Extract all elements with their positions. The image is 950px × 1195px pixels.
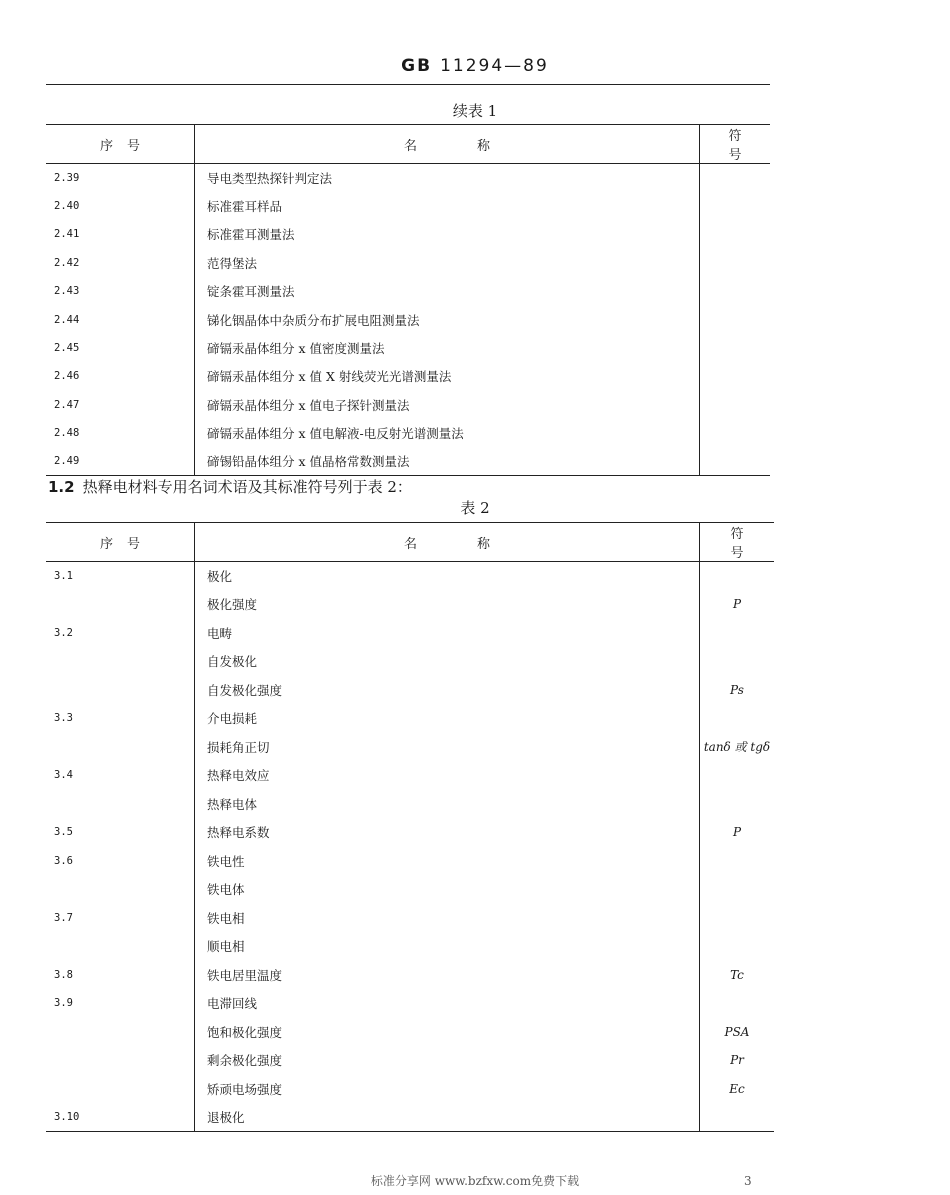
- table-row: [46, 192, 770, 220]
- row-seq: 2.46: [54, 370, 80, 383]
- table-row: [46, 1103, 774, 1132]
- table1-caption: 续表 1: [452, 102, 498, 120]
- row-seq: 2.39: [54, 171, 80, 184]
- row-symbol: [700, 249, 771, 277]
- table-row: [46, 676, 774, 705]
- row-name: 矫顽电场强度: [195, 1075, 700, 1104]
- table-row: [46, 277, 770, 305]
- row-seq: 3.4: [54, 769, 73, 782]
- table-row: [46, 761, 774, 790]
- row-seq: 3.2: [54, 626, 73, 639]
- table-row: [46, 590, 774, 619]
- standard-number: 11294—89: [440, 56, 549, 76]
- row-seq: 3.3: [54, 712, 73, 725]
- row-seq: 3.8: [54, 968, 73, 981]
- row-seq: 3.10: [46, 1103, 195, 1132]
- row-symbol: [700, 790, 775, 819]
- footer-source: 标准分享网 www.bzfxw.com免费下载: [370, 1174, 580, 1188]
- row-seq: [46, 790, 195, 819]
- row-name: 碲锡铅晶体组分 x 值晶格常数测量法: [195, 447, 700, 475]
- row-symbol: [700, 989, 775, 1018]
- table-row: [46, 704, 774, 733]
- row-name: 铁电居里温度: [195, 961, 700, 990]
- row-symbol: [700, 419, 771, 447]
- row-symbol: [700, 277, 771, 305]
- page-number: 3: [744, 1174, 752, 1188]
- row-seq: 3.1: [54, 570, 73, 582]
- row-name: 铁电相: [195, 904, 700, 933]
- row-name: 碲镉汞晶体组分 x 值电子探针测量法: [195, 391, 700, 419]
- row-name: 顺电相: [195, 932, 700, 961]
- table-row: [46, 932, 774, 961]
- row-seq: [46, 590, 195, 619]
- table2-header-row: [46, 523, 774, 562]
- table-row: [46, 220, 770, 248]
- table-1: [46, 124, 770, 476]
- row-name: 饱和极化强度: [195, 1018, 700, 1047]
- row-seq: [46, 932, 195, 961]
- standard-prefix: GB: [401, 56, 433, 76]
- row-seq: 2.45: [54, 342, 80, 355]
- row-seq: 2.44: [54, 313, 80, 326]
- table2-col-symbol: 符号: [700, 523, 775, 562]
- row-name: 退极化: [195, 1103, 700, 1132]
- table-row: [46, 419, 770, 447]
- row-symbol: [700, 362, 771, 390]
- table-row: [46, 647, 774, 676]
- row-symbol: [700, 391, 771, 419]
- table-row: [46, 1075, 774, 1104]
- row-name: 热释电体: [195, 790, 700, 819]
- table-row: [46, 961, 774, 990]
- section-number: 1.2: [48, 478, 75, 496]
- row-symbol: [700, 164, 771, 192]
- row-symbol: [700, 875, 775, 904]
- table2-col-seq: 序号: [46, 523, 195, 562]
- table-row: [46, 362, 770, 390]
- row-symbol: [700, 1103, 775, 1132]
- row-name: 碲镉汞晶体组分 x 值 X 射线荧光光谱测量法: [195, 362, 700, 390]
- row-name: 铁电性: [195, 847, 700, 876]
- header-rule: [46, 84, 770, 85]
- row-seq: 2.49: [46, 447, 195, 475]
- row-seq: 2.42: [54, 256, 80, 269]
- row-symbol: P: [732, 825, 742, 840]
- row-symbol: [700, 619, 775, 648]
- row-seq: [46, 733, 195, 762]
- row-symbol: [700, 704, 775, 733]
- table1-col-symbol: 符号: [700, 125, 771, 164]
- row-name: 电滞回线: [195, 989, 700, 1018]
- row-symbol: PSA: [724, 1024, 750, 1039]
- table2-body: [46, 562, 774, 1132]
- row-name: 锑化铟晶体中杂质分布扩展电阻测量法: [195, 305, 700, 333]
- row-symbol: [700, 932, 775, 961]
- row-seq: [46, 1075, 195, 1104]
- row-name: 热释电效应: [195, 761, 700, 790]
- row-seq: 2.47: [54, 398, 80, 411]
- row-symbol: [700, 447, 771, 475]
- row-name: 标准霍耳测量法: [195, 220, 700, 248]
- row-name: 电畴: [195, 619, 700, 648]
- table-row: [46, 790, 774, 819]
- row-name: 锭条霍耳测量法: [195, 277, 700, 305]
- row-name: 标准霍耳样品: [195, 192, 700, 220]
- row-name: 极化: [195, 562, 700, 591]
- row-seq: 2.40: [54, 200, 80, 213]
- table2-caption: 表 2: [460, 499, 490, 517]
- row-symbol: [700, 761, 775, 790]
- table1-header-row: [46, 125, 770, 164]
- row-symbol: Pr: [730, 1053, 744, 1068]
- table2-col-name: 名称: [195, 523, 700, 562]
- row-name: 热释电系数: [195, 818, 700, 847]
- row-name: 极化强度: [195, 590, 700, 619]
- row-symbol: Tc: [730, 967, 744, 982]
- section-text: 热释电材料专用名词术语及其标准符号列于表 2：: [82, 478, 412, 496]
- table-row: [46, 619, 774, 648]
- table-2: [46, 522, 774, 1132]
- row-seq: 3.9: [54, 997, 73, 1010]
- row-symbol: P: [732, 597, 742, 612]
- row-symbol: [700, 192, 771, 220]
- row-seq: [46, 1018, 195, 1047]
- row-symbol: [700, 647, 775, 676]
- table-row: [46, 1046, 774, 1075]
- row-seq: 2.43: [54, 285, 80, 298]
- row-seq: 3.5: [54, 826, 73, 839]
- row-name: 铁电体: [195, 875, 700, 904]
- table-row: [46, 989, 774, 1018]
- row-symbol: [700, 220, 771, 248]
- table-row: [46, 1018, 774, 1047]
- table-row: [46, 334, 770, 362]
- row-seq: 3.7: [54, 911, 73, 924]
- table1-body: [46, 164, 770, 476]
- row-name: 损耗角正切: [195, 733, 700, 762]
- row-symbol: tanδ 或 tgδ: [703, 740, 771, 755]
- row-symbol: Ec: [729, 1081, 745, 1096]
- row-symbol: [700, 334, 771, 362]
- row-symbol: [700, 847, 775, 876]
- table1-col-seq: 序号: [46, 125, 195, 164]
- row-name: 碲镉汞晶体组分 x 值密度测量法: [195, 334, 700, 362]
- row-symbol: [700, 305, 771, 333]
- table-row: [46, 562, 774, 591]
- table-row: [46, 818, 774, 847]
- row-name: 范得堡法: [195, 249, 700, 277]
- table-row: [46, 249, 770, 277]
- row-name: 介电损耗: [195, 704, 700, 733]
- standard-header: [0, 56, 950, 76]
- table-row: [46, 305, 770, 333]
- row-seq: 3.6: [54, 854, 73, 867]
- row-name: 剩余极化强度: [195, 1046, 700, 1075]
- row-seq: 2.48: [54, 427, 80, 440]
- row-name: 自发极化: [195, 647, 700, 676]
- section-1-2: [48, 476, 412, 497]
- row-symbol: [700, 904, 775, 933]
- row-symbol: [700, 562, 775, 591]
- row-seq: [46, 875, 195, 904]
- row-seq: [46, 647, 195, 676]
- table1-col-name: 名称: [195, 125, 700, 164]
- table-row: [46, 875, 774, 904]
- row-seq: 2.41: [54, 228, 80, 241]
- row-seq: [46, 1046, 195, 1075]
- table-row: [46, 733, 774, 762]
- row-name: 导电类型热探针判定法: [195, 164, 700, 192]
- table-row: [46, 164, 770, 192]
- table-row: [46, 847, 774, 876]
- table-row: [46, 904, 774, 933]
- table-row: [46, 391, 770, 419]
- row-seq: [46, 676, 195, 705]
- table-row: [46, 447, 770, 475]
- row-name: 碲镉汞晶体组分 x 值电解液-电反射光谱测量法: [195, 419, 700, 447]
- row-name: 自发极化强度: [195, 676, 700, 705]
- row-symbol: Ps: [730, 682, 744, 697]
